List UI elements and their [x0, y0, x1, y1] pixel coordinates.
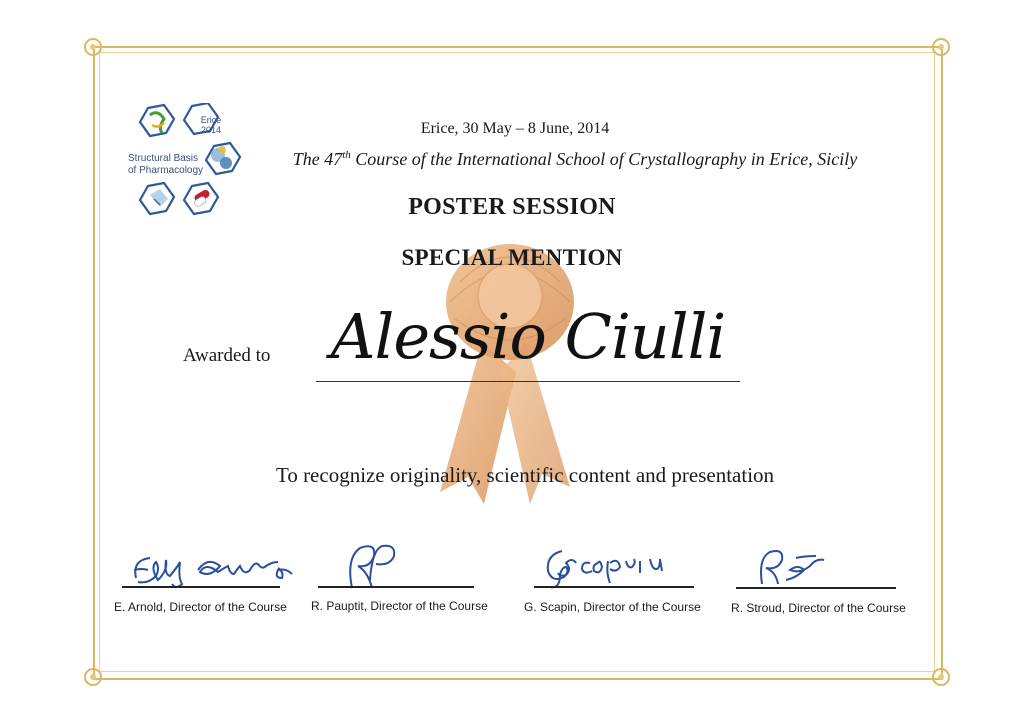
logo-erice-label: Erice 2014: [200, 115, 222, 135]
corner-ornament-icon: [76, 660, 110, 694]
signature-caption: R. Pauptit, Director of the Course: [311, 599, 488, 613]
molecule-icon: [211, 146, 232, 169]
signature-line: [318, 586, 474, 588]
protein-structure-icon: [150, 113, 164, 133]
signature-line: [534, 586, 694, 588]
signature-scapin: [540, 543, 690, 589]
session-title: POSTER SESSION: [408, 194, 616, 220]
signature-caption: G. Scapin, Director of the Course: [524, 600, 701, 614]
course-date-place: Erice, 30 May – 8 June, 2014: [420, 120, 610, 137]
corner-ornament-icon: [924, 660, 958, 694]
signature-line: [736, 587, 896, 589]
signature-caption: R. Stroud, Director of the Course: [731, 601, 906, 615]
corner-ornament-icon: [76, 30, 110, 64]
logo-title-line2: of Pharmacology: [128, 165, 204, 176]
crystal-icon: [150, 189, 168, 207]
recipient-name: Alessio Ciulli: [330, 300, 726, 373]
signature-arnold: [128, 548, 313, 590]
signature-pauptit: [340, 540, 410, 592]
signature-line: [122, 586, 280, 588]
corner-ornament-icon: [924, 30, 958, 64]
signature-stroud: [752, 544, 832, 588]
pill-icon: [193, 189, 211, 208]
course-title: The 47th Course of the International School of Crystallography in Erice, Sicily: [292, 149, 858, 169]
award-title: SPECIAL MENTION: [401, 245, 623, 270]
logo-title-line1: Structural Basis: [128, 153, 199, 164]
signature-caption: E. Arnold, Director of the Course: [114, 600, 287, 614]
recipient-underline: [316, 381, 740, 382]
awarded-to-label: Awarded to: [183, 345, 271, 366]
award-reason: To recognize originality, scientific content and presentation: [275, 463, 775, 487]
